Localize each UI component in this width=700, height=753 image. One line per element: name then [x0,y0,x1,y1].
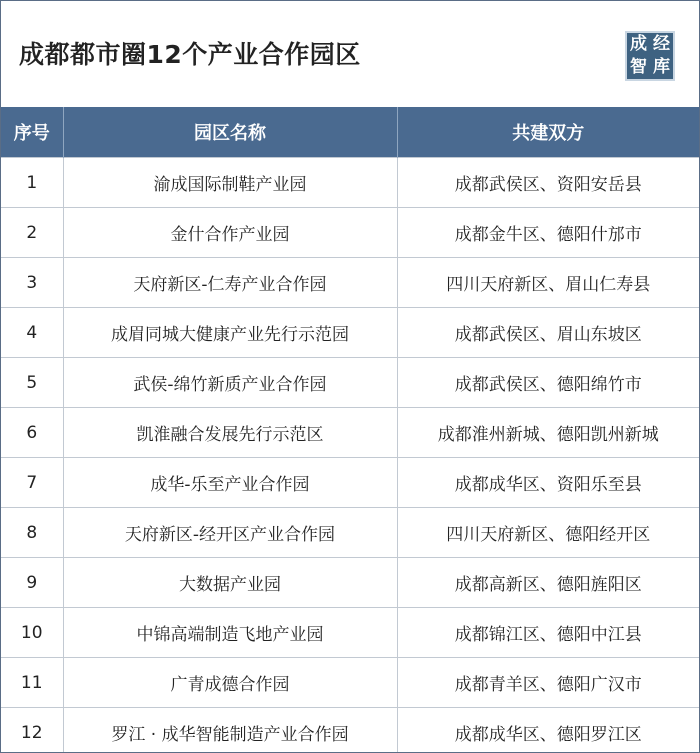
cell-index: 3 [1,258,63,308]
cell-park-name: 金什合作产业园 [63,208,397,258]
table-header-row [1,107,699,158]
cell-park-name: 成华-乐至产业合作园 [63,458,397,508]
cell-index: 8 [1,508,63,558]
cell-partners: 成都金牛区、德阳什邡市 [397,208,699,258]
cell-park-name: 广青成德合作园 [63,658,397,708]
logo-char: 智 [630,57,647,77]
cell-park-name: 天府新区-经开区产业合作园 [63,508,397,558]
table-row [1,208,699,258]
table-row [1,308,699,358]
cell-partners: 成都武侯区、眉山东坡区 [397,308,699,358]
cell-park-name: 凯淮融合发展先行示范区 [63,408,397,458]
table-row [1,658,699,708]
cell-index: 1 [1,158,63,208]
table-row [1,358,699,408]
table-row [1,158,699,208]
cell-index: 5 [1,358,63,408]
table-row [1,608,699,658]
page-title: 成都都市圈12个产业合作园区 [19,40,361,69]
cell-park-name: 罗江 · 成华智能制造产业合作园 [63,708,397,753]
cell-partners: 成都高新区、德阳旌阳区 [397,558,699,608]
logo-char: 经 [653,34,670,54]
table-row [1,408,699,458]
cell-partners: 成都青羊区、德阳广汉市 [397,658,699,708]
brand-logo [625,31,675,81]
cell-park-name: 成眉同城大健康产业先行示范园 [63,308,397,358]
table-row [1,508,699,558]
cell-park-name: 中锦高端制造飞地产业园 [63,608,397,658]
header-park-name: 园区名称 [63,107,397,158]
table-row [1,558,699,608]
cell-partners: 成都武侯区、资阳安岳县 [397,158,699,208]
cell-index: 7 [1,458,63,508]
parks-table [1,107,699,753]
cell-index: 6 [1,408,63,458]
header-index: 序号 [1,107,63,158]
cell-park-name: 大数据产业园 [63,558,397,608]
cell-park-name: 武侯-绵竹新质产业合作园 [63,358,397,408]
cell-partners: 成都淮州新城、德阳凯州新城 [397,408,699,458]
cell-park-name: 天府新区-仁寿产业合作园 [63,258,397,308]
table-row [1,458,699,508]
cell-index: 4 [1,308,63,358]
cell-park-name: 渝成国际制鞋产业园 [63,158,397,208]
logo-char: 库 [653,57,670,77]
cell-partners: 成都成华区、德阳罗江区 [397,708,699,753]
cell-partners: 四川天府新区、眉山仁寿县 [397,258,699,308]
cell-partners: 成都锦江区、德阳中江县 [397,608,699,658]
cell-index: 2 [1,208,63,258]
table-row [1,258,699,308]
header-partners: 共建双方 [397,107,699,158]
cell-partners: 四川天府新区、德阳经开区 [397,508,699,558]
cell-index: 9 [1,558,63,608]
cell-partners: 成都成华区、资阳乐至县 [397,458,699,508]
cell-partners: 成都武侯区、德阳绵竹市 [397,358,699,408]
table-row [1,708,699,753]
title-area [1,1,699,107]
logo-char: 成 [630,34,647,54]
cell-index: 11 [1,658,63,708]
cell-index: 10 [1,608,63,658]
cell-index: 12 [1,708,63,753]
